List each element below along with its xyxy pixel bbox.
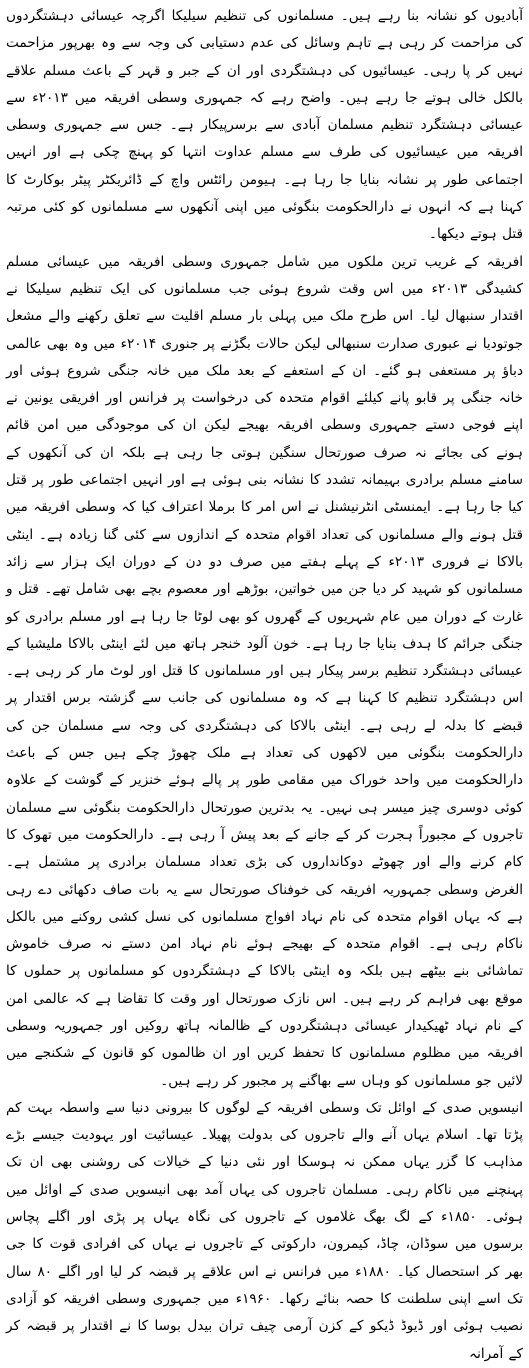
article-paragraph-3: انیسویں صدی کے اوائل تک وسطی افریقہ کے لوگوں کا بیرونی دنیا سے واسطہ بہت کم پڑتا تھا۔ اسلام یہاں آنے والے تاجروں کی بدولت پھیلا۔ عیسائیت اور یہودیت جیسے بڑے مذاہب کا گزر یہاں ممکن نہ ہوسکا اور نئی دنیا کے خیالات کی روشنی بھی ان تک پہنچنے میں ناکام رہی۔ مسلمان تاجروں کی یہاں آمد بھی انیسویں صدی کے اوائل میں ہوئی۔ ۱۸۵۰ء کے لگ بھگ غلاموں کے تاجروں کی نگاہ یہاں پر پڑی اور اگلے پچاس برسوں میں سوڈان، چاڈ، کیمرون، دارکوتی کے تاجروں نے یہاں کی افرادی قوت کا جی بھر کر استحصال کیا۔ ۱۸۸۰ء میں فرانس نے اس علاقے پر قبضہ کر لیا اور اگلے ۸۰ سال تک اسے اپنی سلطنت کا حصہ بنائے رکھا۔ ۱۹۶۰ء میں جمہوری وسطی افریقہ کو آزادی نصیب ہوئی اور ڈیوڈ ڈیکو کے کزن آرمی چیف تران بیدل بوسا کا نے اقتدار پر قبضہ کر کے آمرانہ (6, 1099, 524, 1362)
article-paragraph-1: آبادیوں کو نشانہ بنا رہے ہیں۔ مسلمانوں کی تنظیم سیلیکا اگرچہ عیسائی دہشتگردوں کی مزاحمت کر رہی ہے تاہم وسائل کی عدم دستیابی کی وجہ سے وہ بھرپور مزاحمت نہیں کر پا رہی۔ عیسائیوں کی دہشتگردی اور ان کے جبر و قہر کے باعث مسلم علاقے بالکل خالی ہوتے جا رہے ہیں۔ واضح رہے کہ جمہوری وسطی افریقہ میں ۲۰۱۳ء سے عیسائی دہشتگرد تنظیم مسلمان آبادی سے برسرپیکار ہے۔ جس سے جمہوری وسطی افریقہ میں عیسائیوں کی طرف سے مسلم عداوت انتہا کو پہنچ چکی ہے اور انہیں اجتماعی طور پر نشانہ بنایا جا رہا ہے۔ ہیومن رائٹس واچ کے ڈائریکٹر پیٹر بوکارٹ کا کہنا ہے کہ انہوں نے دارالحکومت بنگوئی میں اپنی آنکھوں سے مسلمانوں کو کئی مرتبہ قتل ہوتے دیکھا۔ (6, 8, 523, 243)
article-paragraph-2: افریقہ کے غریب ترین ملکوں میں شامل جمہوری وسطی افریقہ میں عیسائی مسلم کشیدگی ۲۰۱۳ء میں اس وقت شروع ہوئی جب مسلمانوں کی ایک تنظیم سیلیکا نے اقتدار سنبھال لیا۔ اس طرح ملک میں پہلی بار مسلم اقلیت سے تعلق رکھنے والے مشعل جوتودیا نے عبوری صدارت سنبھالی لیکن حالات بگڑنے پر جنوری ۲۰۱۴ء میں وہ بھی عالمی دباؤ پر مستعفی ہو گئے۔ ان کے استعفے کے بعد ملک میں خانہ جنگی شروع ہوئی اور خانہ جنگی پر قابو پانے کیلئے اقوام متحدہ کی درخواست پر فرانس اور افریقی یونین نے اپنے فوجی دستے جمہوری وسطی افریقہ بھیجے لیکن ان کی موجودگی میں امن قائم ہونے کی بجائے نہ صرف صورتحال سنگین ہوتی جا رہی ہے بلکہ ان کی آنکھوں کے سامنے مسلم برادری بہیمانہ تشدد کا نشانہ بنی ہوئی ہے اور انہیں اجتماعی طور پر قتل کیا جا رہا ہے۔ ایمنسٹی انٹرنیشنل نے اس امر کا برملا اعتراف کیا کہ وسطی افریقہ میں قتل ہونے والے مسلمانوں کی تعداد اقوام متحدہ کے اندازوں سے کئی گنا زیادہ ہے۔ اینٹی بالاکا نے فروری ۲۰۱۳ء کے پہلے ہفتے میں صرف دو دن کے دوران ایک ہزار سے زائد مسلمانوں کو شہید کر دیا جن میں خواتین، بوڑھے اور معصوم بچے بھی شامل تھے۔ قتل و غارت کے دوران میں عام شہریوں کے گھروں کو بھی لوٹا جا رہا ہے اور مسلم برادری کو جنگی جرائم کا ہدف بنایا جا رہا ہے۔ خون آلود خنجر ہاتھ میں لئے اینٹی بالاکا ملیشیا کے عیسائی دہشتگرد تنظیم برسر پیکار ہیں اور مسلمانوں کا قتل اور لوٹ مار کر رہی ہے۔ اس دہشتگرد تنظیم کا کہنا ہے کہ وہ مسلمانوں کی جانب سے گزشتہ برس اقتدار پر قبضے کا بدلہ لے رہی ہے۔ اینٹی بالاکا کی دہشتگردی کی وجہ سے مسلمان جن کی دارالحکومت بنگوئی میں لاکھوں کی تعداد ہے ملک چھوڑ چکے ہیں جس کے باعث دارالحکومت میں واحد خوراک میں مقامی طور پر پالے ہوئے خنزیر کے گوشت کے علاوہ کوئی دوسری چیز میسر ہی نہیں۔ یہ بدترین صورتحال دارالحکومت بنگوئی سے مسلمان تاجروں کے مجبوراً ہجرت کر کے جانے کے بعد پیش آ رہی ہے۔ دارالحکومت میں تھوک کا کام کرنے والے اور چھوٹے دوکانداروں کی بڑی تعداد مسلمان برادری پر مشتمل ہے۔ الغرض وسطی جمہوریہ افریقہ کی خوفناک صورتحال سے یہ بات صاف دکھائی دے رہی ہے کہ یہاں اقوام متحدہ کی نام نہاد افواج مسلمانوں کی نسل کشی روکنے میں بالکل ناکام رہی ہے۔ اقوام متحدہ کے بھیجے ہوئے نام نہاد امن دستے نہ صرف خاموش تماشائی بنے بیٹھے ہیں بلکہ وہ اینٹی بالاکا کے دہشتگردوں کو مسلمانوں پر حملوں کا موقع بھی فراہم کر رہے ہیں۔ اس نازک صورتحال اور وقت کا تقاضا ہے کہ عالمی امن کے نام نہاد ٹھیکیدار عیسائی دہشتگردوں کے ظالمانہ ہاتھ روکیں اور جمہوریہ وسطی افریقہ میں مظلوم مسلمانوں کا تحفظ کریں اور ان ظالموں کو قانون کے شکنجے میں لائیں جو مسلمانوں کو وہاں سے بھاگنے پر مجبور کر رہے ہیں۔ (6, 253, 523, 1089)
